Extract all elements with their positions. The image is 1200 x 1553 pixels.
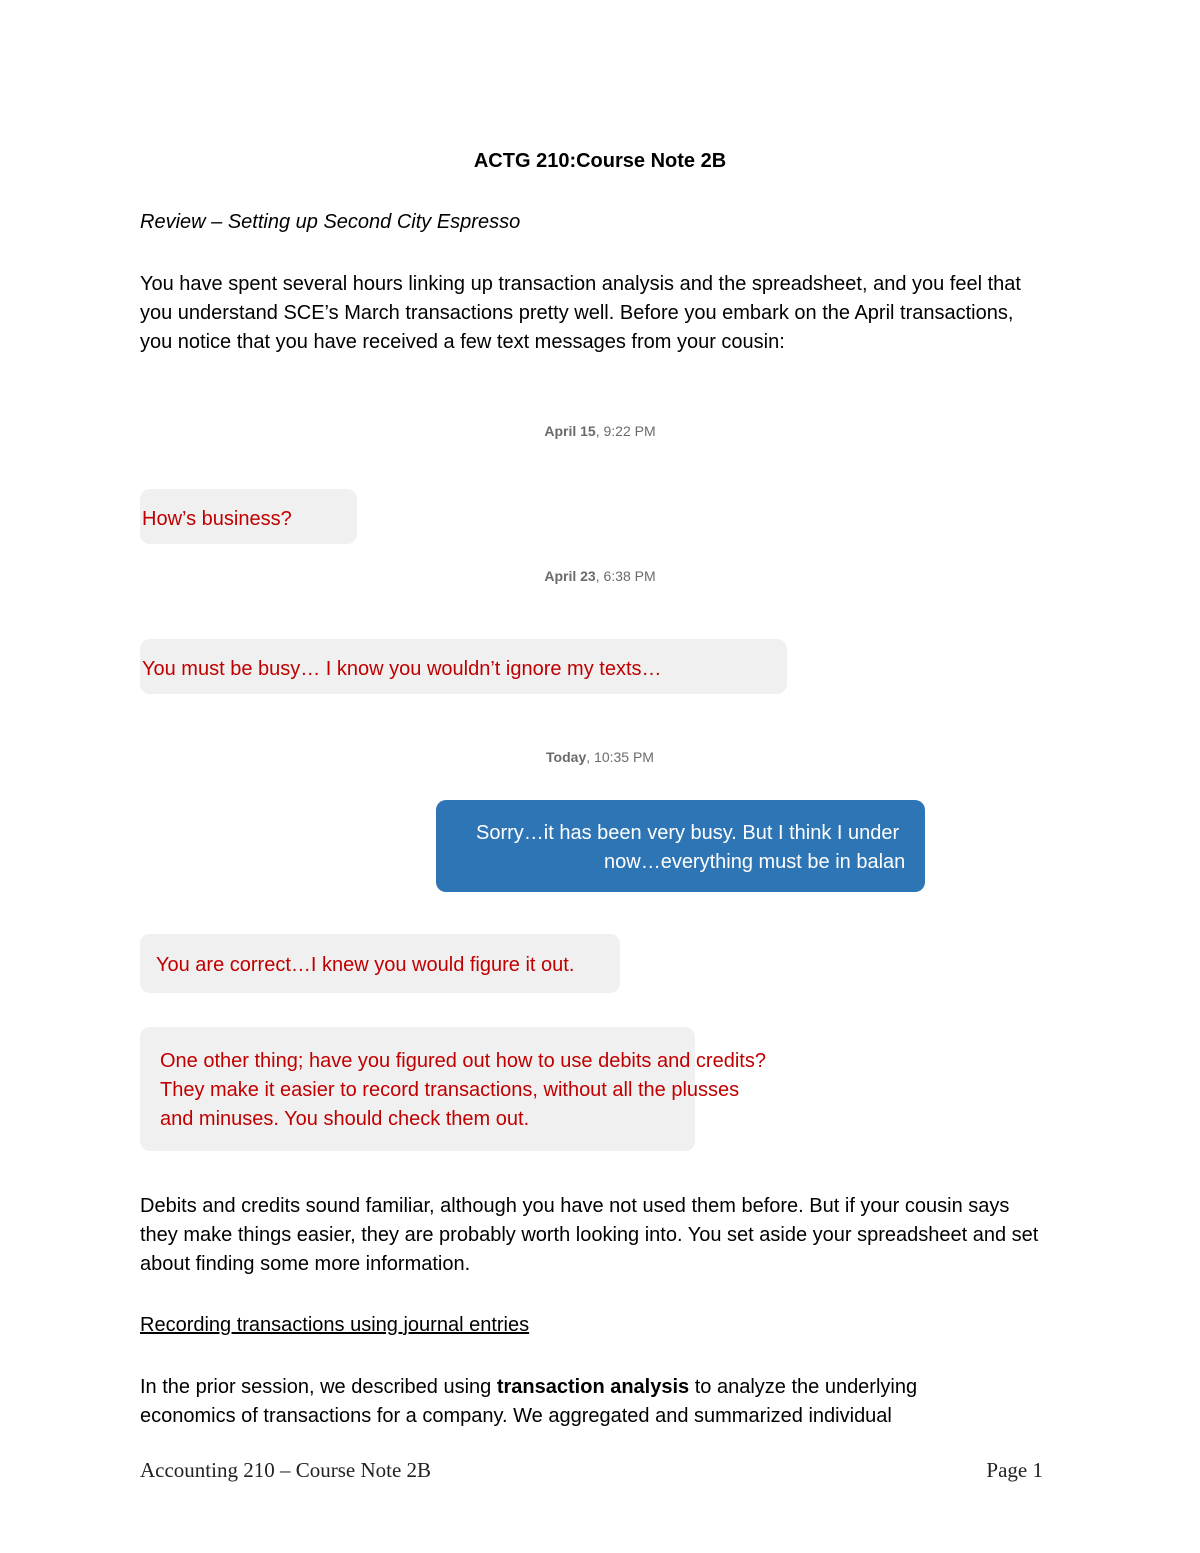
reply-line-2: now…everything must be in balan	[604, 851, 906, 873]
timestamp-1-time: , 9:22 PM	[595, 423, 656, 439]
timestamp-2-time: , 6:38 PM	[595, 568, 656, 584]
timestamp-2-date: April 23	[544, 568, 596, 584]
message-3-text: You are correct…I knew you would figure it out.	[156, 954, 575, 976]
incoming-message-1	[140, 489, 357, 544]
timestamp-2	[0, 568, 1200, 584]
timestamp-1-date: April 15	[544, 423, 596, 439]
incoming-message-2	[140, 639, 787, 694]
body-paragraph-2: Debits and credits sound familiar, although you have not used them before. But if your cousin says they make things easier, they are probably worth looking into. You set aside your spreadsheet and set about finding some more information.	[140, 1195, 1039, 1275]
timestamp-3-time: , 10:35 PM	[586, 749, 654, 765]
page-title: ACTG 210:Course Note 2B	[473, 150, 727, 172]
reply-line-1: Sorry…it has been very busy. But I think I under	[476, 822, 900, 844]
section-heading: Recording transactions using journal entries	[140, 1314, 530, 1336]
intro-paragraph: You have spent several hours linking up transaction analysis and the spreadsheet, and you feel that you understand SCE’s March transactions pretty well. Before you embark on the April transactions, you notice that you have received a few text messages from your cousin:	[140, 273, 1021, 353]
para3-text-after: to analyze the underlying economics of transactions for a company. We aggregated and summarized individual	[140, 1376, 918, 1427]
message-2-text: You must be busy… I know you wouldn’t ignore my texts…	[142, 658, 662, 680]
body-paragraph-3	[140, 1373, 980, 1431]
incoming-message-3	[140, 934, 620, 993]
para3-bold-term: transaction analysis	[496, 1376, 690, 1398]
timestamp-1	[0, 423, 1200, 439]
timestamp-3-date: Today	[546, 749, 587, 765]
timestamp-3	[0, 749, 1200, 765]
message-4-text: One other thing; have you figured out how to use debits and credits? They make it easier to record transactions, without all the plusses and minuses. You should check them out.	[160, 1050, 766, 1130]
incoming-message-4	[140, 1027, 766, 1151]
footer-page-number: Page 1	[986, 1458, 1043, 1482]
footer-course-label: Accounting 210 – Course Note 2B	[140, 1458, 432, 1482]
para3-text-before: In the prior session, we described using	[140, 1376, 497, 1398]
outgoing-reply-message	[436, 800, 925, 892]
message-1-text: How’s business?	[142, 508, 292, 530]
section-subtitle: Review – Setting up Second City Espresso	[140, 211, 521, 233]
